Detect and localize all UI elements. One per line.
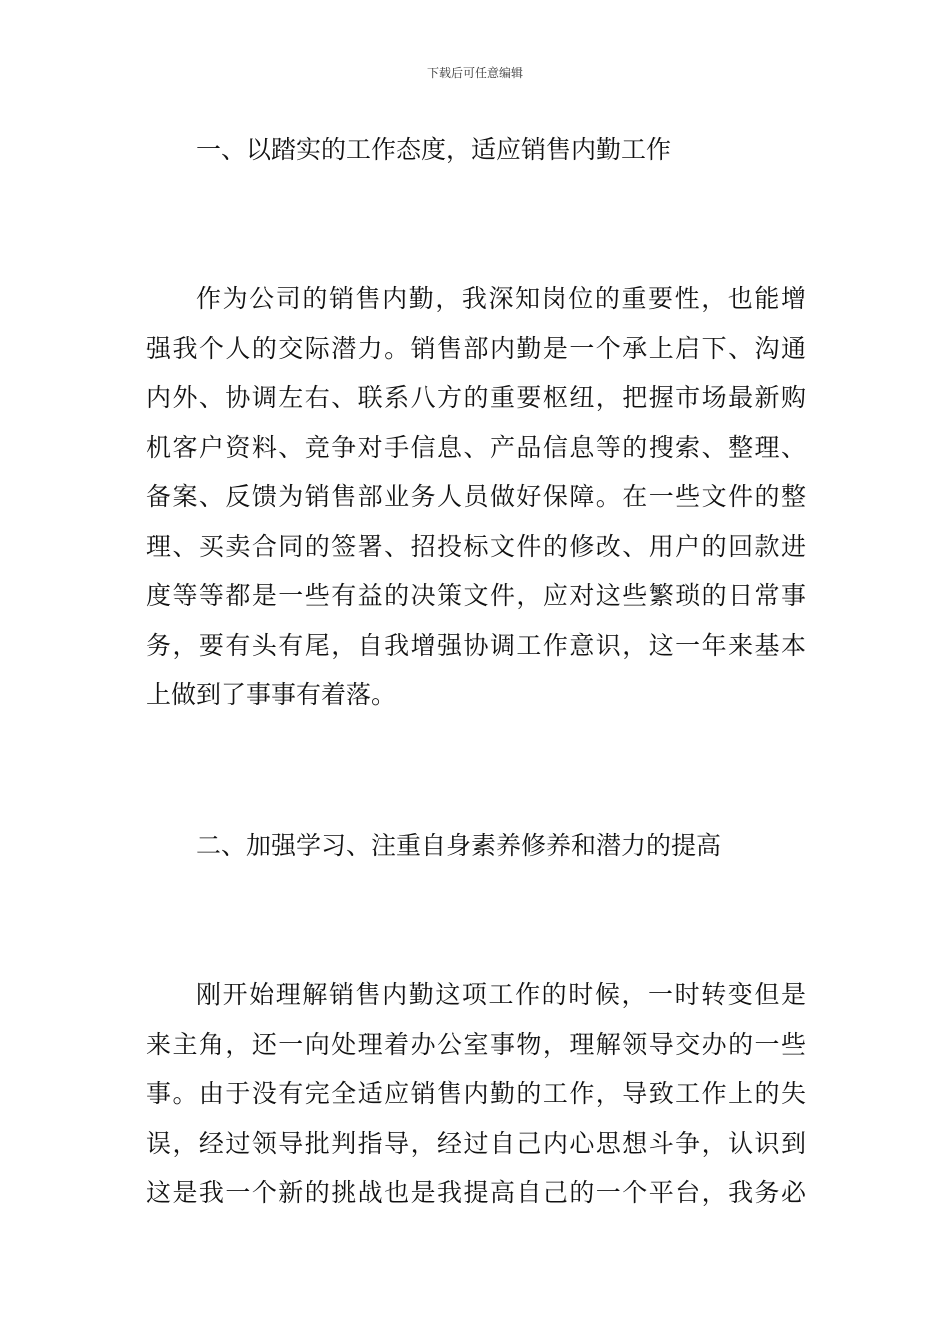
- section-heading-1: 一、以踏实的工作态度，适应销售内勤工作: [196, 135, 672, 164]
- paragraph-line: 机客户资料、竞争对手信息、产品信息等的搜索、整理、: [146, 432, 806, 462]
- section-1-paragraph: [146, 274, 806, 720]
- paragraph-line: 理、买卖合同的签署、招投标文件的修改、用户的回款进: [146, 531, 806, 561]
- paragraph-line: 强我个人的交际潜力。销售部内勤是一个承上启下、沟通: [146, 333, 806, 363]
- paragraph-line: 事。由于没有完全适应销售内勤的工作，导致工作上的失: [146, 1079, 806, 1108]
- paragraph-line: 误，经过领导批判指导，经过自己内心思想斗争，认识到: [146, 1128, 806, 1158]
- section-heading-2: 二、加强学习、注重自身素养修养和潜力的提高: [196, 831, 722, 860]
- paragraph-line: 刚开始理解销售内勤这项工作的时候，一时转变但是: [196, 980, 806, 1009]
- page-header-note: 下载后可任意编辑: [426, 66, 523, 80]
- paragraph-line: 上做到了事事有着落。: [146, 680, 397, 709]
- paragraph-line: 来主角，还一向处理着办公室事物，理解领导交办的一些: [146, 1029, 806, 1059]
- paragraph-line: 作为公司的销售内勤，我深知岗位的重要性，也能增: [196, 284, 806, 313]
- section-2-paragraph: [146, 970, 806, 1218]
- paragraph-line: 这是我一个新的挑战也是我提高自己的一个平台，我务必: [146, 1178, 806, 1207]
- paragraph-line: 备案、反馈为销售部业务人员做好保障。在一些文件的整: [146, 482, 806, 511]
- paragraph-line: 务，要有头有尾，自我增强协调工作意识，这一年来基本: [146, 630, 806, 660]
- paragraph-line: 内外、协调左右、联系八方的重要枢纽，把握市场最新购: [146, 383, 806, 412]
- paragraph-line: 度等等都是一些有益的决策文件，应对这些繁琐的日常事: [146, 581, 806, 610]
